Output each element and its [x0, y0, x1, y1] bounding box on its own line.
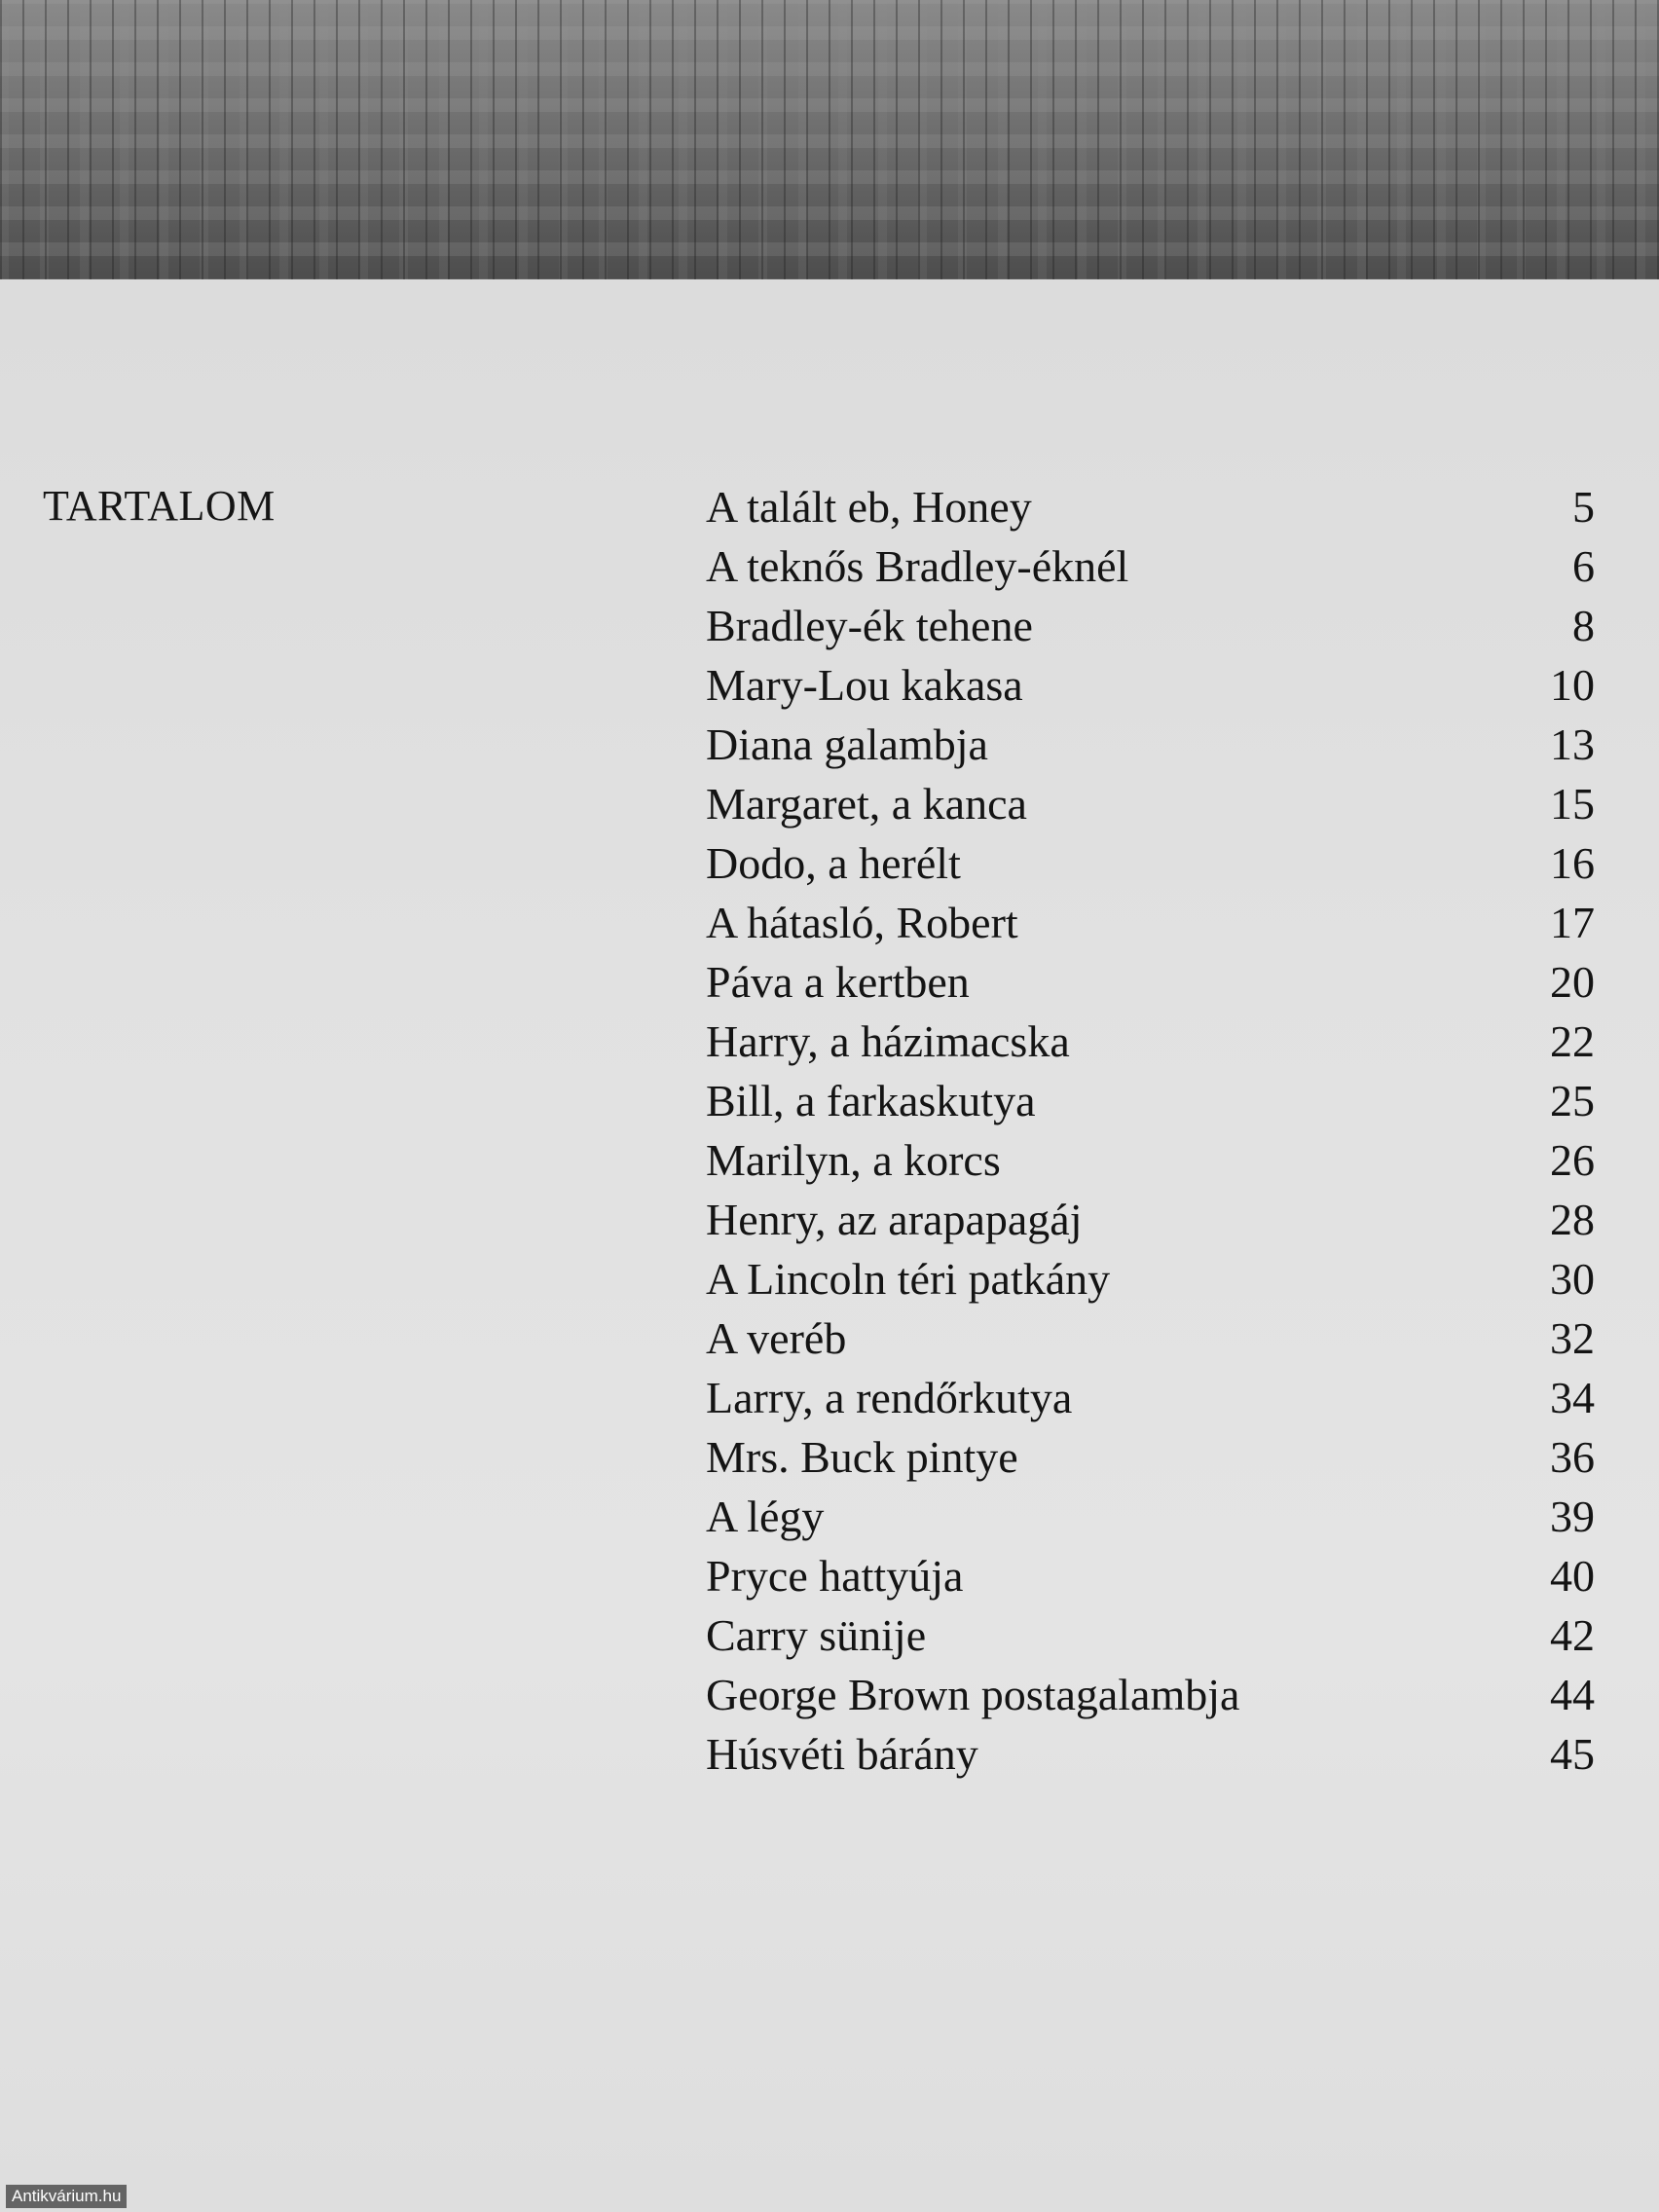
toc-entry [706, 1427, 1595, 1487]
toc-entry [706, 1546, 1595, 1605]
toc-entry [706, 1130, 1595, 1190]
toc-entry-title: George Brown postagalambja [706, 1670, 1240, 1719]
toc-entry [706, 715, 1595, 774]
toc-entry-page: 28 [1550, 1195, 1595, 1244]
toc-entry-title: Diana galambja [706, 719, 988, 769]
toc-entry [706, 893, 1595, 952]
toc-entry-title: Henry, az arapapagáj [706, 1195, 1083, 1244]
toc-entry-title: Harry, a házimacska [706, 1016, 1070, 1066]
toc-entry-page: 39 [1550, 1492, 1595, 1541]
toc-entry-title: Páva a kertben [706, 957, 970, 1007]
toc-entry-page: 26 [1550, 1135, 1595, 1185]
toc-entry-title: A légy [706, 1492, 825, 1541]
book-page [0, 279, 1659, 2212]
toc-entry-title: Margaret, a kanca [706, 779, 1027, 829]
toc-entry-title: Húsvéti bárány [706, 1729, 978, 1779]
toc-entry-page: 22 [1550, 1016, 1595, 1066]
toc-entry-page: 40 [1550, 1551, 1595, 1601]
toc-entry-title: Mary-Lou kakasa [706, 660, 1023, 710]
toc-entry-page: 8 [1572, 601, 1595, 650]
toc-entry-title: Carry sünije [706, 1610, 927, 1660]
toc-entry-title: Mrs. Buck pintye [706, 1432, 1018, 1482]
toc-entry-page: 42 [1550, 1610, 1595, 1660]
toc-entry [706, 1368, 1595, 1427]
toc-entry-page: 20 [1550, 957, 1595, 1007]
toc-entry-title: Dodo, a herélt [706, 838, 961, 888]
toc-entry-title: A hátasló, Robert [706, 898, 1018, 947]
toc-entry-title: A teknős Bradley-éknél [706, 541, 1129, 591]
toc-entry-page: 34 [1550, 1373, 1595, 1422]
toc-entry-page: 10 [1550, 660, 1595, 710]
toc-entry-title: A veréb [706, 1313, 847, 1363]
toc-entry [706, 1487, 1595, 1546]
toc-entry [706, 477, 1595, 536]
toc-entry-page: 44 [1550, 1670, 1595, 1719]
toc-entry-page: 17 [1550, 898, 1595, 947]
toc-entry-page: 13 [1550, 719, 1595, 769]
toc-entry-page: 36 [1550, 1432, 1595, 1482]
toc-entry-title: A Lincoln téri patkány [706, 1254, 1111, 1304]
toc-entry [706, 596, 1595, 655]
toc-entry-title: Bradley-ék tehene [706, 601, 1033, 650]
toc-entry [706, 1190, 1595, 1249]
toc-entry-page: 5 [1572, 482, 1595, 532]
toc-entry [706, 655, 1595, 715]
page-title: TARTALOM [43, 482, 276, 530]
toc-entry-title: A talált eb, Honey [706, 482, 1032, 532]
toc-entry [706, 952, 1595, 1012]
toc-entry [706, 1309, 1595, 1368]
toc-entry [706, 536, 1595, 596]
table-of-contents [706, 477, 1595, 1784]
watermark: Antikvárium.hu [6, 2185, 127, 2208]
toc-entry-page: 45 [1550, 1729, 1595, 1779]
toc-entry [706, 1605, 1595, 1665]
toc-entry [706, 1249, 1595, 1309]
toc-entry [706, 1071, 1595, 1130]
toc-entry-title: Pryce hattyúja [706, 1551, 964, 1601]
toc-entry [706, 833, 1595, 893]
toc-entry [706, 1724, 1595, 1784]
toc-entry-page: 30 [1550, 1254, 1595, 1304]
toc-entry-title: Marilyn, a korcs [706, 1135, 1001, 1185]
toc-entry-page: 16 [1550, 838, 1595, 888]
toc-entry-title: Bill, a farkaskutya [706, 1076, 1036, 1125]
toc-entry [706, 1012, 1595, 1071]
toc-entry-page: 6 [1572, 541, 1595, 591]
toc-entry-page: 25 [1550, 1076, 1595, 1125]
toc-entry [706, 1665, 1595, 1724]
table-surface-background [0, 0, 1659, 292]
toc-entry-page: 32 [1550, 1313, 1595, 1363]
toc-entry [706, 774, 1595, 833]
toc-entry-page: 15 [1550, 779, 1595, 829]
toc-entry-title: Larry, a rendőrkutya [706, 1373, 1073, 1422]
